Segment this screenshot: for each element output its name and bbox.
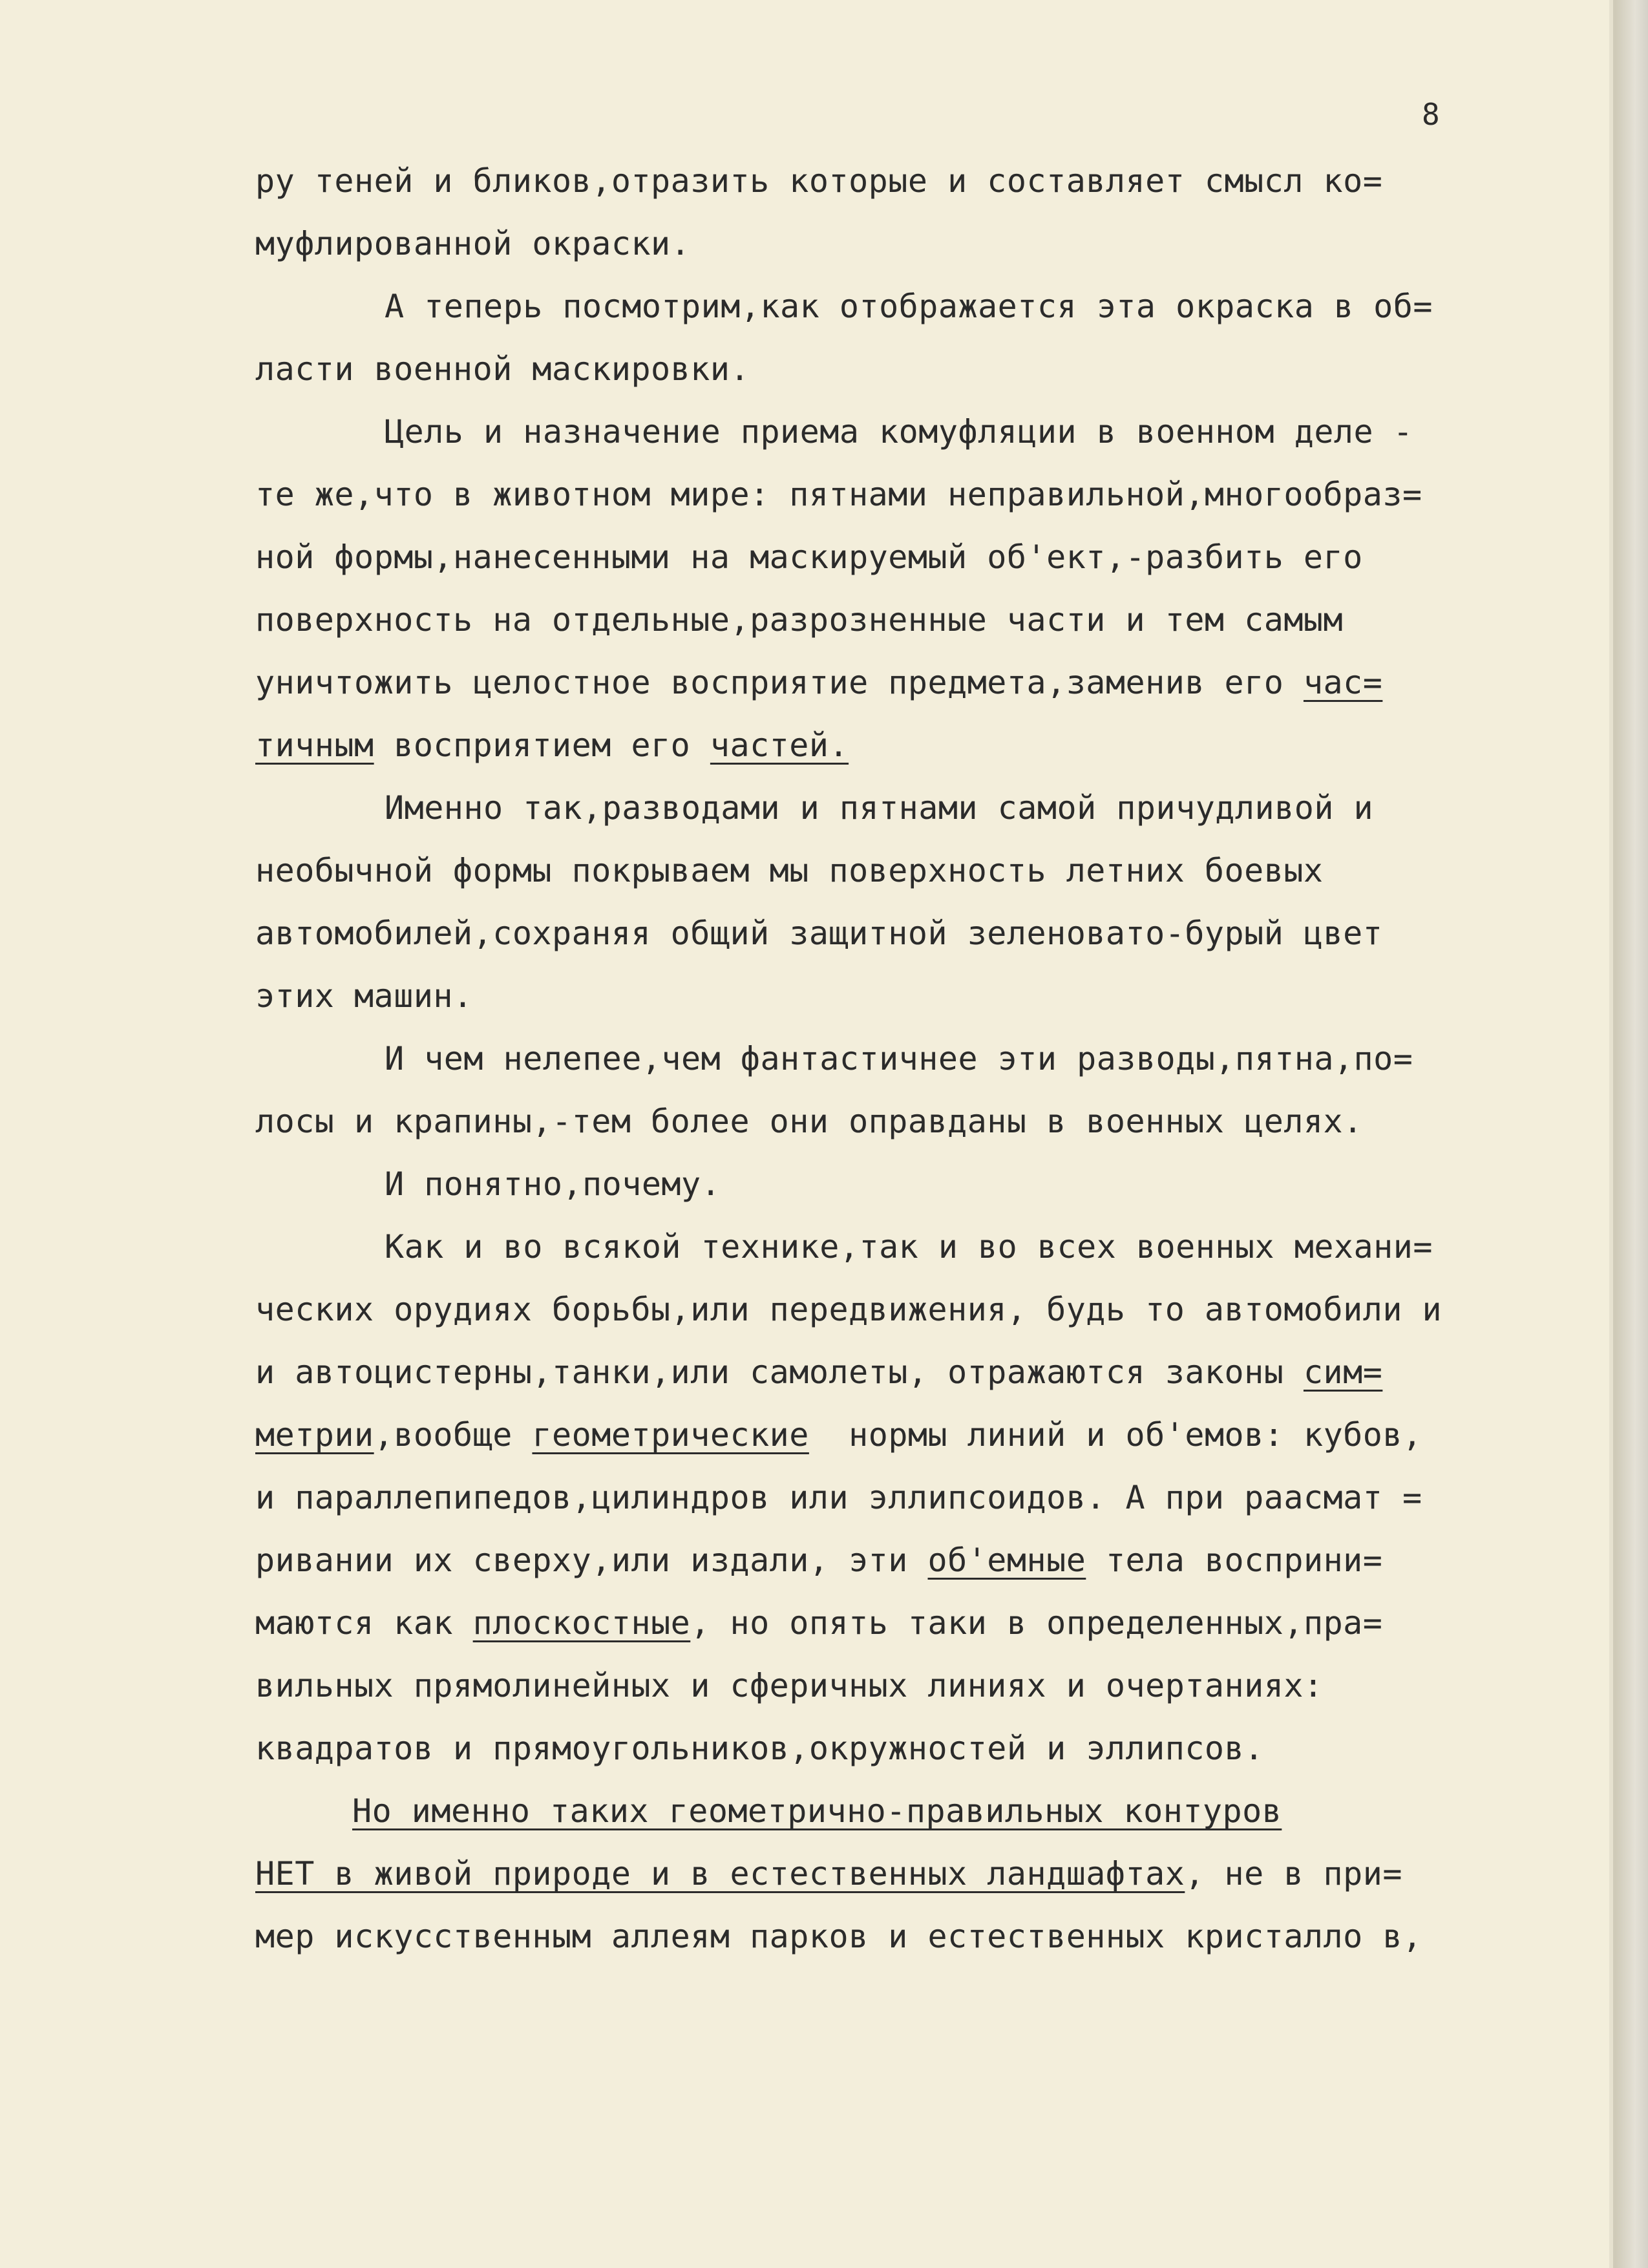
- underlined-word: об'емные: [927, 1542, 1086, 1579]
- text-line: ласти военной маскировки.: [255, 350, 750, 388]
- text-line: Именно так,разводами и пятнами самой причудливой и: [385, 789, 1374, 827]
- underlined-word: плоскостные: [472, 1604, 691, 1642]
- underlined-phrase: Но именно таких геометрично-правильных контуров: [352, 1792, 1282, 1830]
- text-line: Как и во всякой технике,так и во всех военных механи=: [385, 1228, 1433, 1266]
- text-line: поверхность на отдельные,разрозненные части и тем самым: [255, 601, 1344, 639]
- underlined-word: частей.: [710, 726, 849, 764]
- text-line: мер искусственным аллеям парков и естественных кристалло в,: [255, 1918, 1422, 1955]
- underlined-word: тичным: [255, 726, 374, 764]
- typewritten-text: [255, 150, 1561, 1968]
- text-line: И чем нелепее,чем фантастичнее эти разводы,пятна,по=: [385, 1040, 1413, 1077]
- text-line: и параллепипедов,цилиндров или эллипсоидов. А при раасмат =: [255, 1479, 1422, 1516]
- text-line: муфлированной окраски.: [255, 225, 691, 262]
- text-line: метрии,вообще геометрические нормы линий и об'емов: кубов,: [255, 1416, 1422, 1454]
- text-line: НЕТ в живой природе и в естественных ландшафтах, не в при=: [255, 1855, 1402, 1892]
- text-line: уничтожить целостное восприятие предмета,заменив его час=: [255, 664, 1383, 701]
- text-line: А теперь посмотрим,как отображается эта окраска в об=: [385, 288, 1433, 325]
- text-line: этих машин.: [255, 977, 473, 1015]
- page-number: 8: [1422, 97, 1440, 132]
- text-line: маются как плоскостные, но опять таки в определенных,пра=: [255, 1604, 1383, 1642]
- text-line: [255, 1780, 1561, 1843]
- text-line: вильных прямолинейных и сферичных линиях и очертаниях:: [255, 1667, 1324, 1704]
- text-line: ривании их сверху,или издали, эти об'емные тела восприни=: [255, 1542, 1383, 1579]
- underlined-word: час=: [1303, 664, 1383, 701]
- text-line: квадратов и прямоугольников,окружностей и эллипсов.: [255, 1730, 1264, 1767]
- text-line: автомобилей,сохраняя общий защитной зеленовато-бурый цвет: [255, 915, 1383, 952]
- text-line: те же,что в животном мире: пятнами неправильной,многообраз=: [255, 476, 1422, 513]
- underlined-word: геометрические: [532, 1416, 809, 1454]
- text-line: необычной формы покрываем мы поверхность летних боевых: [255, 852, 1324, 889]
- text-line: лосы и крапины,-тем более они оправданы в военных целях.: [255, 1103, 1363, 1140]
- text-line: ру теней и бликов,отразить которые и составляет смысл ко=: [255, 162, 1383, 200]
- underlined-word: метрии: [255, 1416, 374, 1454]
- scan-background-strip: [1616, 0, 1648, 2268]
- underlined-phrase: НЕТ в живой природе и в естественных ландшафтах: [255, 1855, 1185, 1892]
- text-line: Цель и назначение приема комуфляции в военном деле -: [385, 413, 1413, 450]
- underlined-word: сим=: [1303, 1353, 1383, 1391]
- text-line: ческих орудиях борьбы,или передвижения, будь то автомобили и: [255, 1291, 1442, 1328]
- text-line: и автоцистерны,танки,или самолеты, отражаются законы сим=: [255, 1353, 1383, 1391]
- text-line: И понятно,почему.: [385, 1165, 721, 1203]
- text-line: ной формы,нанесенными на маскируемый об'ект,-разбить его: [255, 538, 1363, 576]
- text-line: тичным восприятием его частей.: [255, 726, 849, 764]
